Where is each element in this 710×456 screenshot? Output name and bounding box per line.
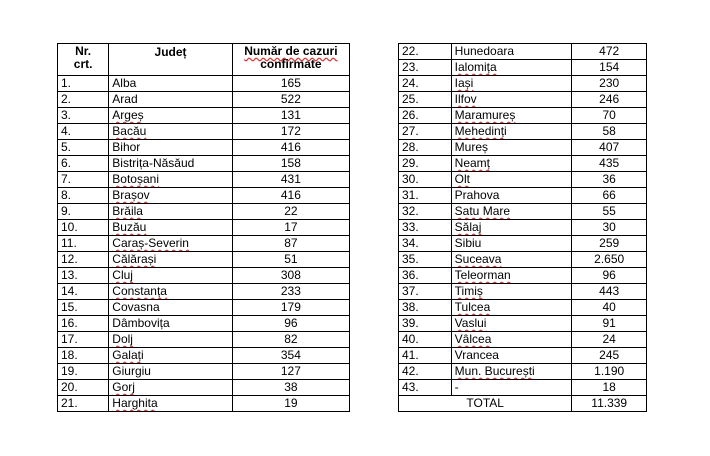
table-row [399, 300, 647, 316]
table-row [399, 76, 647, 92]
table-row [399, 188, 647, 204]
table-row [58, 364, 350, 380]
confirmed-cases: 82 [232, 332, 349, 348]
row-number: 4. [58, 124, 109, 140]
county-cell [109, 380, 232, 396]
county-name: Sălaj [454, 220, 482, 234]
county-name: Dâmbovița [112, 316, 170, 330]
header-confirmate-label: confirmate [260, 57, 322, 71]
row-number: 5. [58, 140, 109, 156]
county-name: Satu Mare [454, 204, 511, 218]
confirmed-cases: 127 [232, 364, 349, 380]
county-name: Brașov [112, 188, 150, 202]
county-cell [451, 380, 572, 396]
row-number: 35. [399, 252, 452, 268]
row-number: 41. [399, 348, 452, 364]
confirmed-cases: 24 [572, 332, 647, 348]
county-name: Teleorman [454, 268, 511, 282]
county-name: Neamț [454, 156, 491, 170]
confirmed-cases: 30 [572, 220, 647, 236]
county-cell [109, 348, 232, 364]
county-name: Covasna [112, 300, 160, 314]
confirmed-cases: 96 [232, 316, 349, 332]
county-name: Prahova [454, 188, 500, 202]
row-number: 40. [399, 332, 452, 348]
county-name: Iași [454, 76, 474, 90]
county-name: - [454, 380, 459, 394]
table-row [399, 220, 647, 236]
table-row [58, 284, 350, 300]
table-row [399, 284, 647, 300]
confirmed-cases: 472 [572, 44, 647, 60]
table-row [399, 140, 647, 156]
row-number: 23. [399, 60, 452, 76]
table-row [58, 396, 350, 412]
confirmed-cases: 22 [232, 204, 349, 220]
confirmed-cases: 172 [232, 124, 349, 140]
confirmed-cases: 246 [572, 92, 647, 108]
table-row [58, 300, 350, 316]
row-number: 8. [58, 188, 109, 204]
row-number: 34. [399, 236, 452, 252]
county-cell [109, 364, 232, 380]
county-name: Vaslui [454, 316, 487, 330]
county-cell [109, 172, 232, 188]
county-cell [451, 124, 572, 140]
county-name: Timiș [454, 284, 483, 298]
county-cell [451, 236, 572, 252]
table-row [58, 252, 350, 268]
header-cazuri [232, 44, 349, 76]
confirmed-cases: 435 [572, 156, 647, 172]
confirmed-cases: 308 [232, 268, 349, 284]
table-row [399, 44, 647, 60]
county-cell [451, 108, 572, 124]
county-cell [109, 124, 232, 140]
table-row [399, 156, 647, 172]
county-name: Alba [112, 76, 137, 90]
table-row [399, 92, 647, 108]
county-name: Buzău [112, 220, 147, 234]
row-number: 33. [399, 220, 452, 236]
confirmed-cases: 230 [572, 76, 647, 92]
row-number: 29. [399, 156, 452, 172]
table-row [58, 124, 350, 140]
county-cell [451, 44, 572, 60]
county-cell [451, 92, 572, 108]
cases-table-right [398, 43, 647, 412]
county-cell [451, 300, 572, 316]
row-number: 27. [399, 124, 452, 140]
table-row [58, 236, 350, 252]
table-row [399, 172, 647, 188]
county-name: Tulcea [454, 300, 491, 314]
county-cell [109, 316, 232, 332]
county-cell [451, 60, 572, 76]
table-row [58, 348, 350, 364]
row-number: 15. [58, 300, 109, 316]
confirmed-cases: 18 [572, 380, 647, 396]
confirmed-cases: 17 [232, 220, 349, 236]
confirmed-cases: 66 [572, 188, 647, 204]
confirmed-cases: 2.650 [572, 252, 647, 268]
row-number: 39. [399, 316, 452, 332]
county-cell [109, 108, 232, 124]
county-name: Sibiu [454, 236, 482, 250]
row-number: 11. [58, 236, 109, 252]
row-number: 6. [58, 156, 109, 172]
county-name: Bihor [112, 140, 141, 154]
county-name: Suceava [454, 252, 502, 266]
confirmed-cases: 55 [572, 204, 647, 220]
table-row [58, 316, 350, 332]
header-cazuri-label: Număr de cazuri [244, 44, 338, 58]
row-number: 28. [399, 140, 452, 156]
county-name: Olt [454, 172, 471, 186]
county-cell [109, 140, 232, 156]
table-row [58, 172, 350, 188]
row-number: 31. [399, 188, 452, 204]
row-number: 32. [399, 204, 452, 220]
table-row [399, 364, 647, 380]
county-cell [109, 92, 232, 108]
county-name: Hunedoara [454, 44, 515, 58]
table-row [58, 204, 350, 220]
county-name: Mun. București [454, 364, 535, 378]
table-row [399, 124, 647, 140]
county-name: Arad [112, 92, 138, 106]
confirmed-cases: 354 [232, 348, 349, 364]
row-number: 18. [58, 348, 109, 364]
right-table-body [399, 44, 647, 396]
table-row [399, 316, 647, 332]
county-cell [451, 220, 572, 236]
county-name: Călărași [112, 252, 157, 266]
total-value: 11.339 [572, 396, 647, 412]
county-name: Constanța [112, 284, 167, 298]
county-cell [109, 236, 232, 252]
county-cell [451, 268, 572, 284]
table-header-row [58, 44, 350, 76]
row-number: 17. [58, 332, 109, 348]
row-number: 19. [58, 364, 109, 380]
confirmed-cases: 245 [572, 348, 647, 364]
row-number: 36. [399, 268, 452, 284]
county-cell [451, 156, 572, 172]
row-number: 22. [399, 44, 452, 60]
row-number: 1. [58, 76, 109, 92]
county-name: Mehedinți [454, 124, 507, 138]
row-number: 2. [58, 92, 109, 108]
confirmed-cases: 443 [572, 284, 647, 300]
table-row [58, 92, 350, 108]
county-cell [109, 396, 232, 412]
confirmed-cases: 91 [572, 316, 647, 332]
confirmed-cases: 1.190 [572, 364, 647, 380]
row-number: 43. [399, 380, 452, 396]
county-cell [109, 204, 232, 220]
row-number: 38. [399, 300, 452, 316]
county-name: Argeș [112, 108, 144, 122]
table-row [399, 108, 647, 124]
county-cell [451, 76, 572, 92]
county-cell [109, 268, 232, 284]
county-name: Caraș-Severin [112, 236, 189, 250]
county-cell [451, 364, 572, 380]
county-name: Ialomița [454, 60, 497, 74]
table-row [58, 156, 350, 172]
county-cell [451, 348, 572, 364]
row-number: 26. [399, 108, 452, 124]
county-cell [109, 156, 232, 172]
row-number: 16. [58, 316, 109, 332]
confirmed-cases: 38 [232, 380, 349, 396]
row-number: 20. [58, 380, 109, 396]
confirmed-cases: 40 [572, 300, 647, 316]
table-row [399, 348, 647, 364]
table-row [399, 60, 647, 76]
county-name: Brăila [112, 204, 143, 218]
county-cell [451, 284, 572, 300]
county-name: Harghita [112, 396, 158, 410]
table-row [58, 268, 350, 284]
county-name: Vrancea [454, 348, 499, 362]
row-number: 3. [58, 108, 109, 124]
county-cell [109, 284, 232, 300]
confirmed-cases: 522 [232, 92, 349, 108]
table-row [399, 252, 647, 268]
row-number: 24. [399, 76, 452, 92]
row-number: 30. [399, 172, 452, 188]
county-cell [451, 188, 572, 204]
confirmed-cases: 36 [572, 172, 647, 188]
county-name: Ilfov [454, 92, 477, 106]
confirmed-cases: 154 [572, 60, 647, 76]
total-row [399, 396, 647, 412]
county-cell [451, 204, 572, 220]
table-row [58, 380, 350, 396]
confirmed-cases: 407 [572, 140, 647, 156]
row-number: 21. [58, 396, 109, 412]
county-cell [109, 332, 232, 348]
county-name: Galați [112, 348, 144, 362]
table-row [399, 332, 647, 348]
confirmed-cases: 416 [232, 188, 349, 204]
county-cell [109, 76, 232, 92]
left-table-body [58, 76, 350, 412]
county-name: Bistrița-Năsăud [112, 156, 195, 170]
confirmed-cases: 431 [232, 172, 349, 188]
county-cell [451, 316, 572, 332]
table-row [58, 220, 350, 236]
header-judet: Județ [109, 44, 232, 76]
table-row [399, 380, 647, 396]
table-row [399, 204, 647, 220]
confirmed-cases: 87 [232, 236, 349, 252]
confirmed-cases: 416 [232, 140, 349, 156]
confirmed-cases: 158 [232, 156, 349, 172]
county-name: Cluj [112, 268, 133, 282]
header-crt-label: crt. [73, 57, 93, 71]
confirmed-cases: 259 [572, 236, 647, 252]
row-number: 14. [58, 284, 109, 300]
table-row [399, 268, 647, 284]
county-name: Maramureș [454, 108, 516, 122]
row-number: 37. [399, 284, 452, 300]
row-number: 7. [58, 172, 109, 188]
confirmed-cases: 58 [572, 124, 647, 140]
row-number: 13. [58, 268, 109, 284]
county-cell [451, 140, 572, 156]
county-name: Bacău [112, 124, 147, 138]
table-row [399, 236, 647, 252]
total-label: TOTAL [399, 396, 572, 412]
county-cell [451, 172, 572, 188]
county-name: Gorj [112, 380, 135, 394]
cases-table-left [57, 43, 350, 412]
table-row [58, 140, 350, 156]
county-name: Vâlcea [454, 332, 492, 346]
confirmed-cases: 131 [232, 108, 349, 124]
row-number: 12. [58, 252, 109, 268]
county-name: Dolj [112, 332, 133, 346]
confirmed-cases: 96 [572, 268, 647, 284]
county-cell [109, 252, 232, 268]
confirmed-cases: 165 [232, 76, 349, 92]
row-number: 9. [58, 204, 109, 220]
county-name: Giurgiu [112, 364, 151, 378]
confirmed-cases: 179 [232, 300, 349, 316]
table-row [58, 108, 350, 124]
confirmed-cases: 51 [232, 252, 349, 268]
confirmed-cases: 70 [572, 108, 647, 124]
county-cell [451, 252, 572, 268]
row-number: 10. [58, 220, 109, 236]
county-cell [109, 220, 232, 236]
header-nr-label: Nr. [75, 44, 92, 58]
confirmed-cases: 233 [232, 284, 349, 300]
header-nr-crt [58, 44, 109, 76]
table-row [58, 76, 350, 92]
county-cell [109, 188, 232, 204]
county-cell [451, 332, 572, 348]
table-row [58, 332, 350, 348]
county-name: Mureș [454, 140, 489, 154]
table-row [58, 188, 350, 204]
county-name: Botoșani [112, 172, 159, 186]
row-number: 25. [399, 92, 452, 108]
confirmed-cases: 19 [232, 396, 349, 412]
row-number: 42. [399, 364, 452, 380]
county-cell [109, 300, 232, 316]
